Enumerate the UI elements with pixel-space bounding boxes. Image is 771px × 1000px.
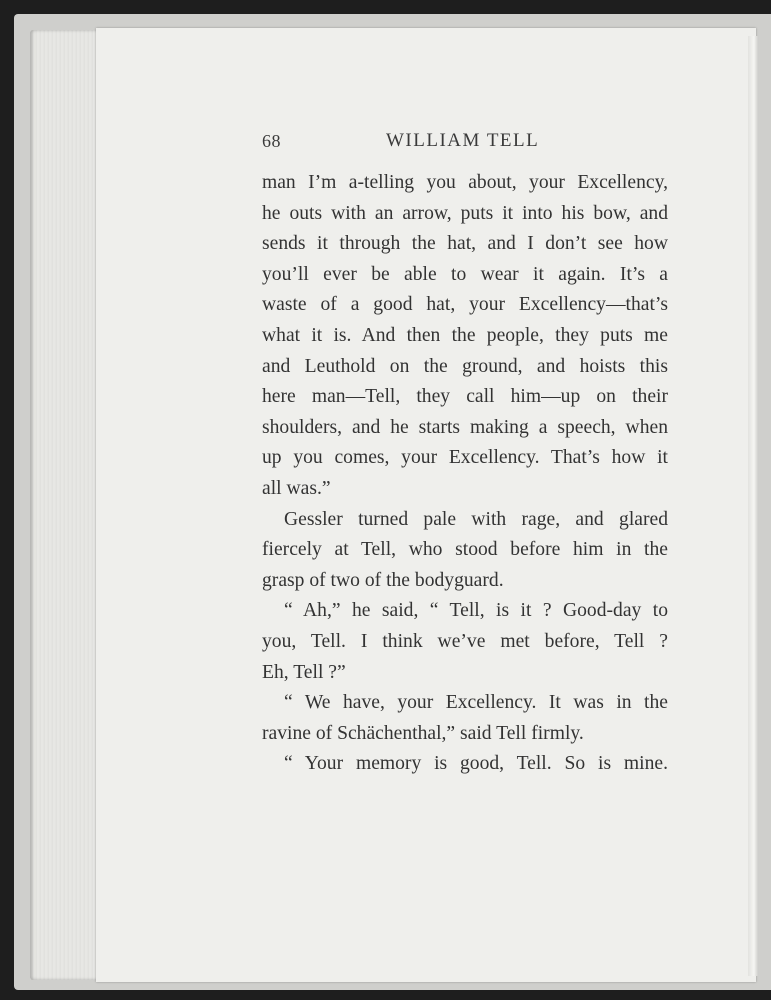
text-line: what it is. And then the people, they puts me [262,324,668,346]
body-text [262,168,668,780]
text-line: Eh, Tell ?” [262,661,346,683]
text-line: man I’m a-telling you about, your Excellency, [262,172,668,193]
text-line: you, Tell. I think we’ve met before, Tell ? [262,630,668,652]
text-line: “ We have, your Excellency. It was in the [284,692,668,714]
text-line: fiercely at Tell, who stood before him in the [262,539,668,561]
page-header [262,129,668,155]
text-line: and Leuthold on the ground, and hoists this [262,355,668,377]
text-line: waste of a good hat, your Excellency—that’s [262,294,668,316]
text-line: up you comes, your Excellency. That’s how it [262,447,668,469]
text-line: grasp of two of the bodyguard. [262,569,504,591]
text-line: he outs with an arrow, puts it into his bow, and [262,202,668,224]
text-line: “ Your memory is good, Tell. So is mine. [284,753,668,775]
text-line: here man—Tell, they call him—up on their [262,386,668,408]
page-edges [30,30,102,980]
text-line: “ Ah,” he said, “ Tell, is it ? Good-day to [284,600,668,622]
text-line: Gessler turned pale with rage, and glared [284,508,668,530]
page-number: 68 [262,131,281,151]
text-line: ravine of Schächenthal,” said Tell firmly. [262,722,584,744]
text-line: all was.” [262,477,331,499]
text-line: shoulders, and he starts making a speech, when [262,416,668,438]
running-title: WILLIAM TELL [386,130,540,151]
text-line: sends it through the hat, and I don’t see how [262,233,668,255]
text-line: you’ll ever be able to wear it again. It’s a [262,263,668,285]
page-right-edge [748,36,758,976]
